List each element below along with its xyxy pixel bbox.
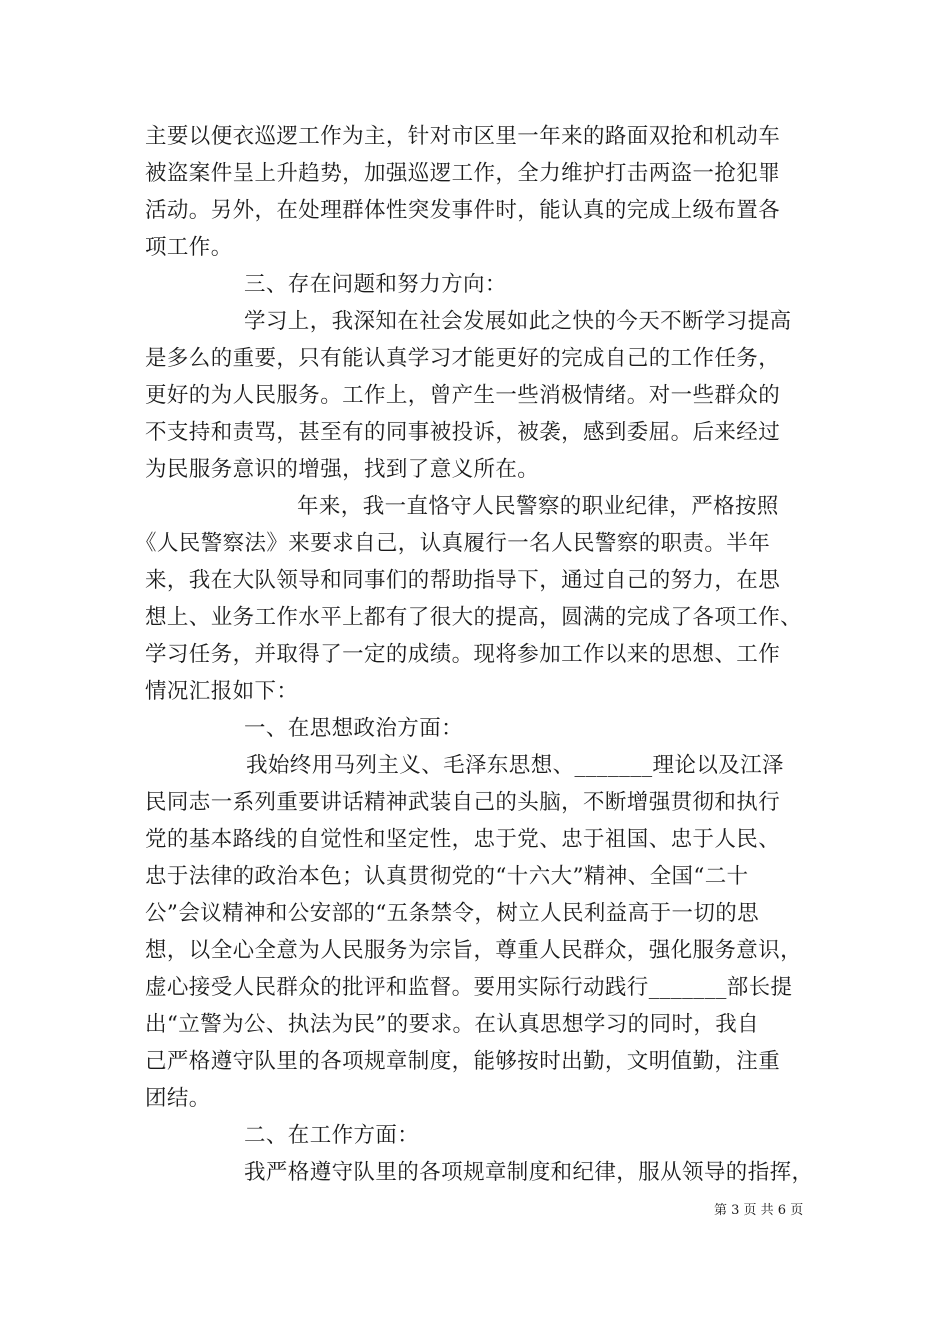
text-line: 项工作。 [145, 235, 233, 260]
text-line: 公”会议精神和公安部的“五条禁令，树立人民利益高于一切的思 [145, 901, 760, 926]
text-line: 被盗案件呈上升趋势，加强巡逻工作，全力维护打击两盗一抢犯罪 [145, 161, 781, 186]
text-line: 党的基本路线的自觉性和坚定性，忠于党、忠于祖国、忠于人民、 [145, 827, 781, 852]
text-line: 活动。另外，在处理群体性突发事件时，能认真的完成上级布置各 [145, 198, 781, 223]
text-line: 是多么的重要，只有能认真学习才能更好的完成自己的工作任务， [145, 346, 781, 371]
text-line: 学习任务，并取得了一定的成绩。现将参加工作以来的思想、工作 [145, 642, 781, 667]
text-line: 我严格遵守队里的各项规章制度和纪律，服从领导的指挥， [244, 1160, 814, 1185]
text-line: 己严格遵守队里的各项规章制度，能够按时出勤，文明值勤，注重 [145, 1049, 781, 1074]
text-line: 学习上，我深知在社会发展如此之快的今天不断学习提高 [244, 309, 792, 334]
text-line: 我始终用马列主义、毛泽东思想、_______理论以及江泽 [246, 753, 784, 778]
text-line: 民同志一系列重要讲话精神武装自己的头脑，不断增强贯彻和执行 [145, 790, 781, 815]
text-line: 《人民警察法》来要求自己，认真履行一名人民警察的职责。半年 [135, 531, 771, 556]
text-line: 来，我在大队领导和同事们的帮助指导下，通过自己的努力，在思 [145, 568, 781, 593]
text-line: 年来，我一直恪守人民警察的职业纪律，严格按照 [297, 494, 779, 519]
text-line: 情况汇报如下： [145, 679, 299, 704]
text-line: 想上、业务工作水平上都有了很大的提高，圆满的完成了各项工作、 [145, 605, 803, 630]
text-line: 更好的为人民服务。工作上，曾产生一些消极情绪。对一些群众的 [145, 383, 781, 408]
text-line: 团结。 [145, 1086, 211, 1111]
text-line: 虚心接受人民群众的批评和监督。要用实际行动践行_______部长提 [145, 975, 793, 1000]
section-heading: 二、在工作方面： [244, 1123, 420, 1148]
text-line: 忠于法律的政治本色；认真贯彻党的“十六大”精神、全国“二十 [145, 864, 749, 889]
text-line: 想，以全心全意为人民服务为宗旨，尊重人民群众，强化服务意识， [145, 938, 803, 963]
section-heading: 一、在思想政治方面： [244, 716, 464, 741]
text-line: 主要以便衣巡逻工作为主，针对市区里一年来的路面双抢和机动车 [145, 124, 781, 149]
text-line: 不支持和责骂，甚至有的同事被投诉，被袭，感到委屈。后来经过 [145, 420, 781, 445]
text-line: 出“立警为公、执法为民”的要求。在认真思想学习的同时，我自 [145, 1012, 760, 1037]
page-number-footer: 第 3 页 共 6 页 [714, 1203, 804, 1218]
text-line: 为民服务意识的增强，找到了意义所在。 [145, 457, 540, 482]
section-heading: 三、存在问题和努力方向： [244, 272, 507, 297]
